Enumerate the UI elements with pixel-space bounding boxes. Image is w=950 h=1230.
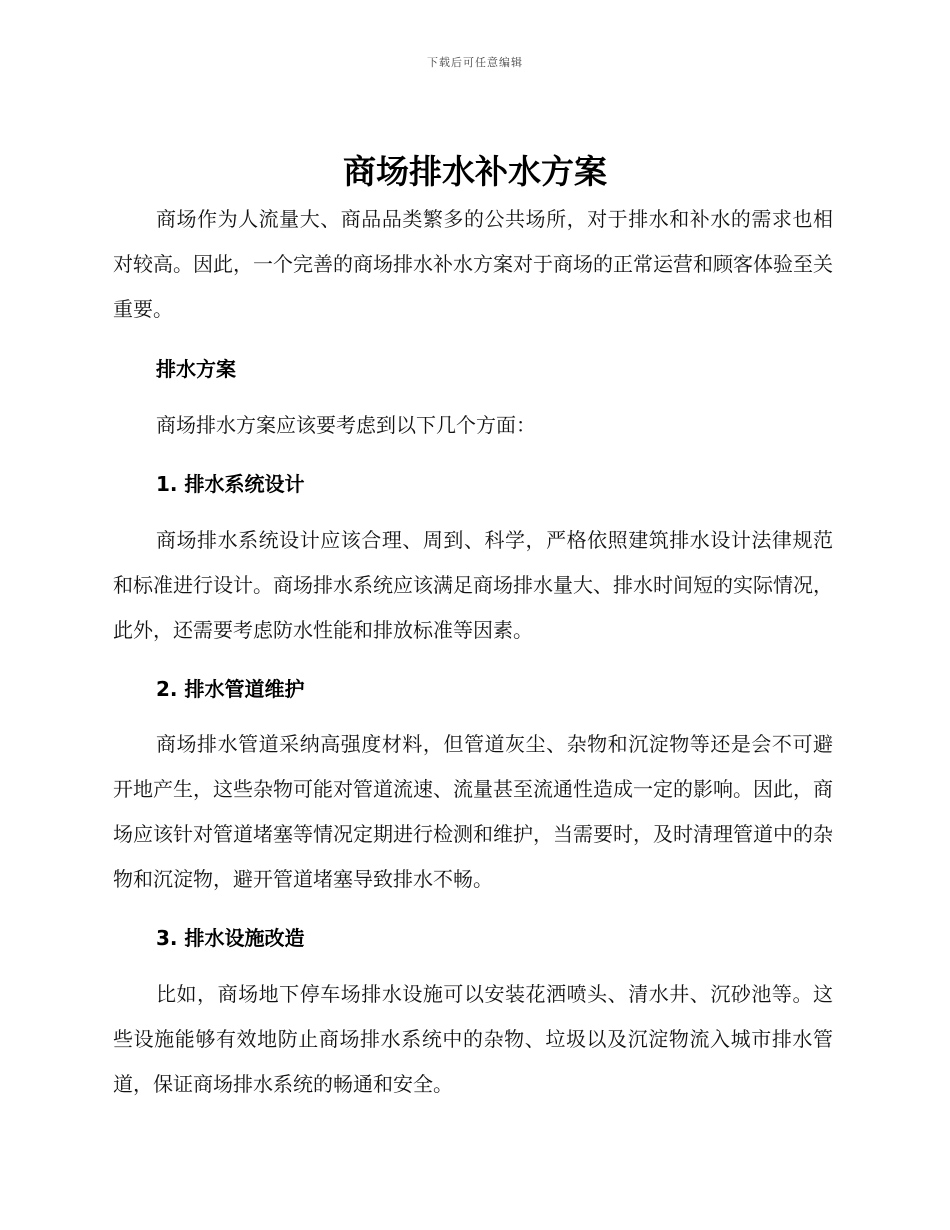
section-heading-system-design: 1. 排水系统设计 (156, 472, 305, 496)
section-heading-pipe-maintenance: 2. 排水管道维护 (156, 677, 305, 701)
section-body-system-design: 商场排水系统设计应该合理、周到、科学，严格依照建筑排水设计法律规范和标准进行设计。商场排水系统应该满足商场排水量大、排水时间短的实际情况，此外，还需要考虑防水性能和排放标准等因素。 (113, 528, 833, 642)
section-heading-facility-renovation: 3. 排水设施改造 (156, 926, 305, 950)
section-body-pipe-maintenance: 商场排水管道采纳高强度材料，但管道灰尘、杂物和沉淀物等还是会不可避开地产生，这些杂物可能对管道流速、流量甚至流通性造成一定的影响。因此，商场应该针对管道堵塞等情况定期进行检测和维护，当需要时，及时清理管道中的杂物和沉淀物，避开管道堵塞导致排水不畅。 (113, 732, 833, 891)
intro-paragraph: 商场作为人流量大、商品品类繁多的公共场所，对于排水和补水的需求也相对较高。因此，一个完善的商场排水补水方案对于商场的正常运营和顾客体验至关重要。 (113, 207, 833, 321)
drainage-heading: 排水方案 (156, 357, 236, 381)
drainage-lead-paragraph: 商场排水方案应该要考虑到以下几个方面： (156, 413, 536, 437)
section-body-facility-renovation: 比如，商场地下停车场排水设施可以安装花洒喷头、清水井、沉砂池等。这些设施能够有效地防止商场排水系统中的杂物、垃圾以及沉淀物流入城市排水管道，保证商场排水系统的畅通和安全。 (113, 982, 833, 1096)
page-header-note: 下载后可任意编辑 (427, 56, 523, 69)
document-title: 商场排水补水方案 (343, 152, 607, 191)
